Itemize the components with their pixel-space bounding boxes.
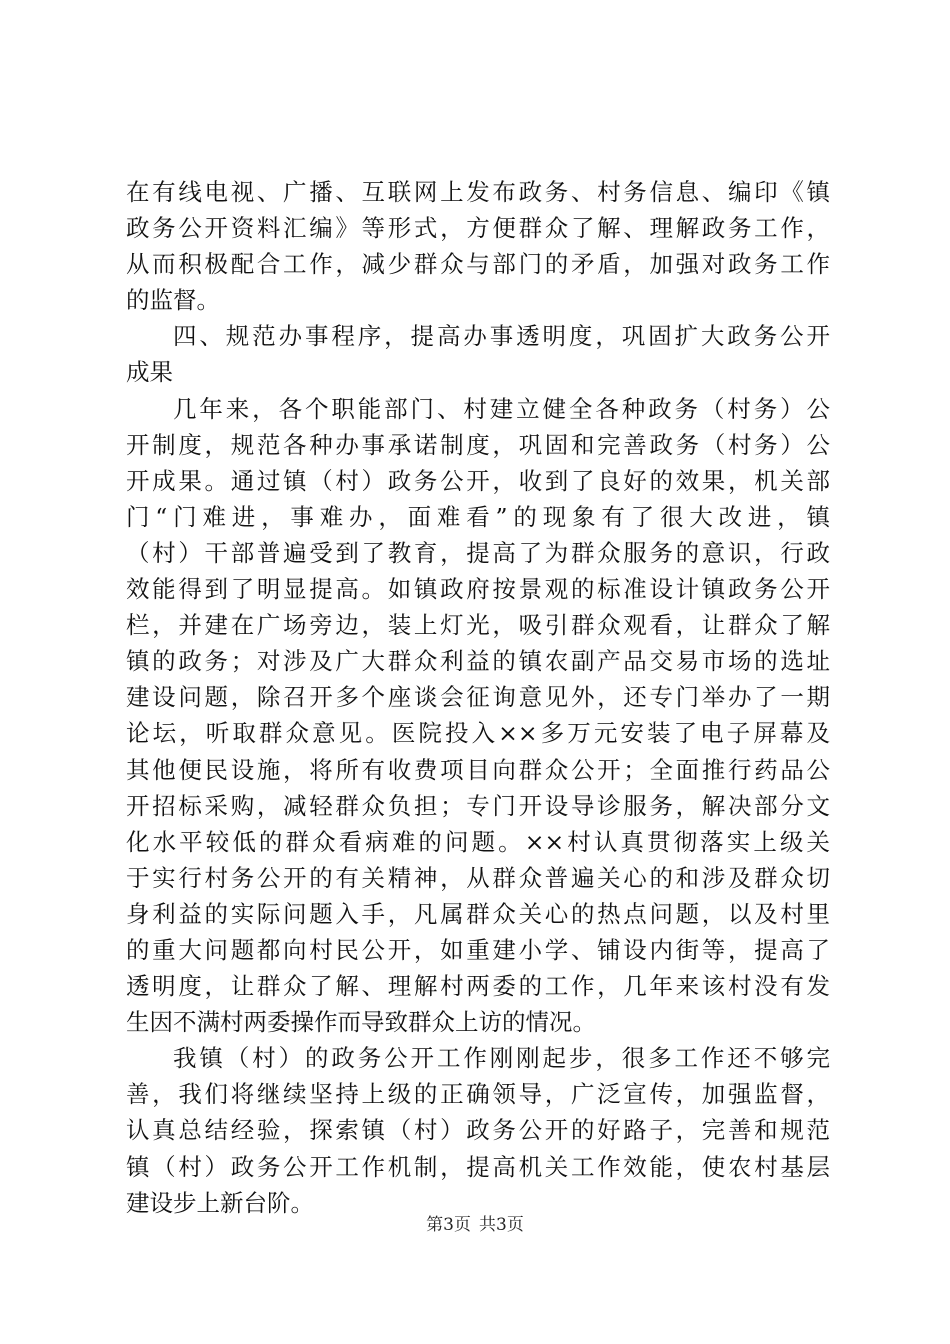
text-line: 政务公开资料汇编》等形式，方便群众了解、理解政务工作， [126,214,830,243]
text-line: 化水平较低的群众看病难的问题。××村认真贯彻落实上级关 [126,827,830,856]
page-total: 共3页 [479,1215,524,1235]
text-line: 效能得到了明显提高。如镇政府按景观的标准设计镇政务公开 [126,575,830,604]
page-footer [0,1214,950,1236]
text-line: 透明度，让群众了解、理解村两委的工作，几年来该村没有发 [126,972,830,1001]
section-heading [126,318,830,390]
text-line: （村）干部普遍受到了教育，提高了为群众服务的意识，行政 [126,538,830,567]
paragraph [126,174,830,318]
text-line: 善，我们将继续坚持上级的正确领导，广泛宣传，加强监督， [126,1080,830,1109]
text-line: 其他便民设施，将所有收费项目向群众公开；全面推行药品公 [126,755,830,784]
text-line: 开成果。通过镇（村）政务公开，收到了良好的效果，机关部 [126,466,830,495]
text-line: 开制度，规范各种办事承诺制度，巩固和完善政务（村务）公 [126,430,830,459]
text-line: 建设问题，除召开多个座谈会征询意见外，还专门举办了一期 [126,683,830,712]
text-line: 成果 [126,358,173,387]
text-line: 认真总结经验，探索镇（村）政务公开的好路子，完善和规范 [126,1116,830,1145]
page-number: 第3页 [426,1215,471,1235]
text-line: 于实行村务公开的有关精神，从群众普遍关心的和涉及群众切 [126,863,830,892]
text-line: 镇的政务；对涉及广大群众利益的镇农副产品交易市场的选址 [126,647,830,676]
text-line: 建设步上新台阶。 [126,1188,314,1217]
text-line: 论坛，听取群众意见。医院投入××多万元安装了电子屏幕及 [126,719,830,748]
document-body [126,174,830,1221]
text-line: 开招标采购，减轻群众负担；专门开设导诊服务，解决部分文 [126,791,830,820]
paragraph [126,391,830,1041]
text-line: 我镇（村）的政务公开工作刚刚起步，很多工作还不够完 [173,1044,830,1073]
text-line: 四、规范办事程序，提高办事透明度，巩固扩大政务公开 [173,322,830,351]
text-line: 镇（村）政务公开工作机制，提高机关工作效能，使农村基层 [126,1152,830,1181]
text-line: 从而积极配合工作，减少群众与部门的矛盾，加强对政务工作 [126,250,830,279]
paragraph [126,1040,830,1220]
text-line: 的监督。 [126,286,220,315]
text-line: 身利益的实际问题入手，凡属群众关心的热点问题，以及村里 [126,899,830,928]
text-line: 的重大问题都向村民公开，如重建小学、铺设内街等，提高了 [126,935,830,964]
text-line: 在有线电视、广播、互联网上发布政务、村务信息、编印《镇 [126,178,830,206]
text-line: 几年来，各个职能部门、村建立健全各种政务（村务）公 [173,394,830,423]
text-line: 生因不满村两委操作而导致群众上访的情况。 [126,1008,596,1037]
text-line: 门“门难进，事难办，面难看”的现象有了很大改进，镇 [126,502,830,531]
text-line: 栏，并建在广场旁边，装上灯光，吸引群众观看，让群众了解 [126,611,830,640]
